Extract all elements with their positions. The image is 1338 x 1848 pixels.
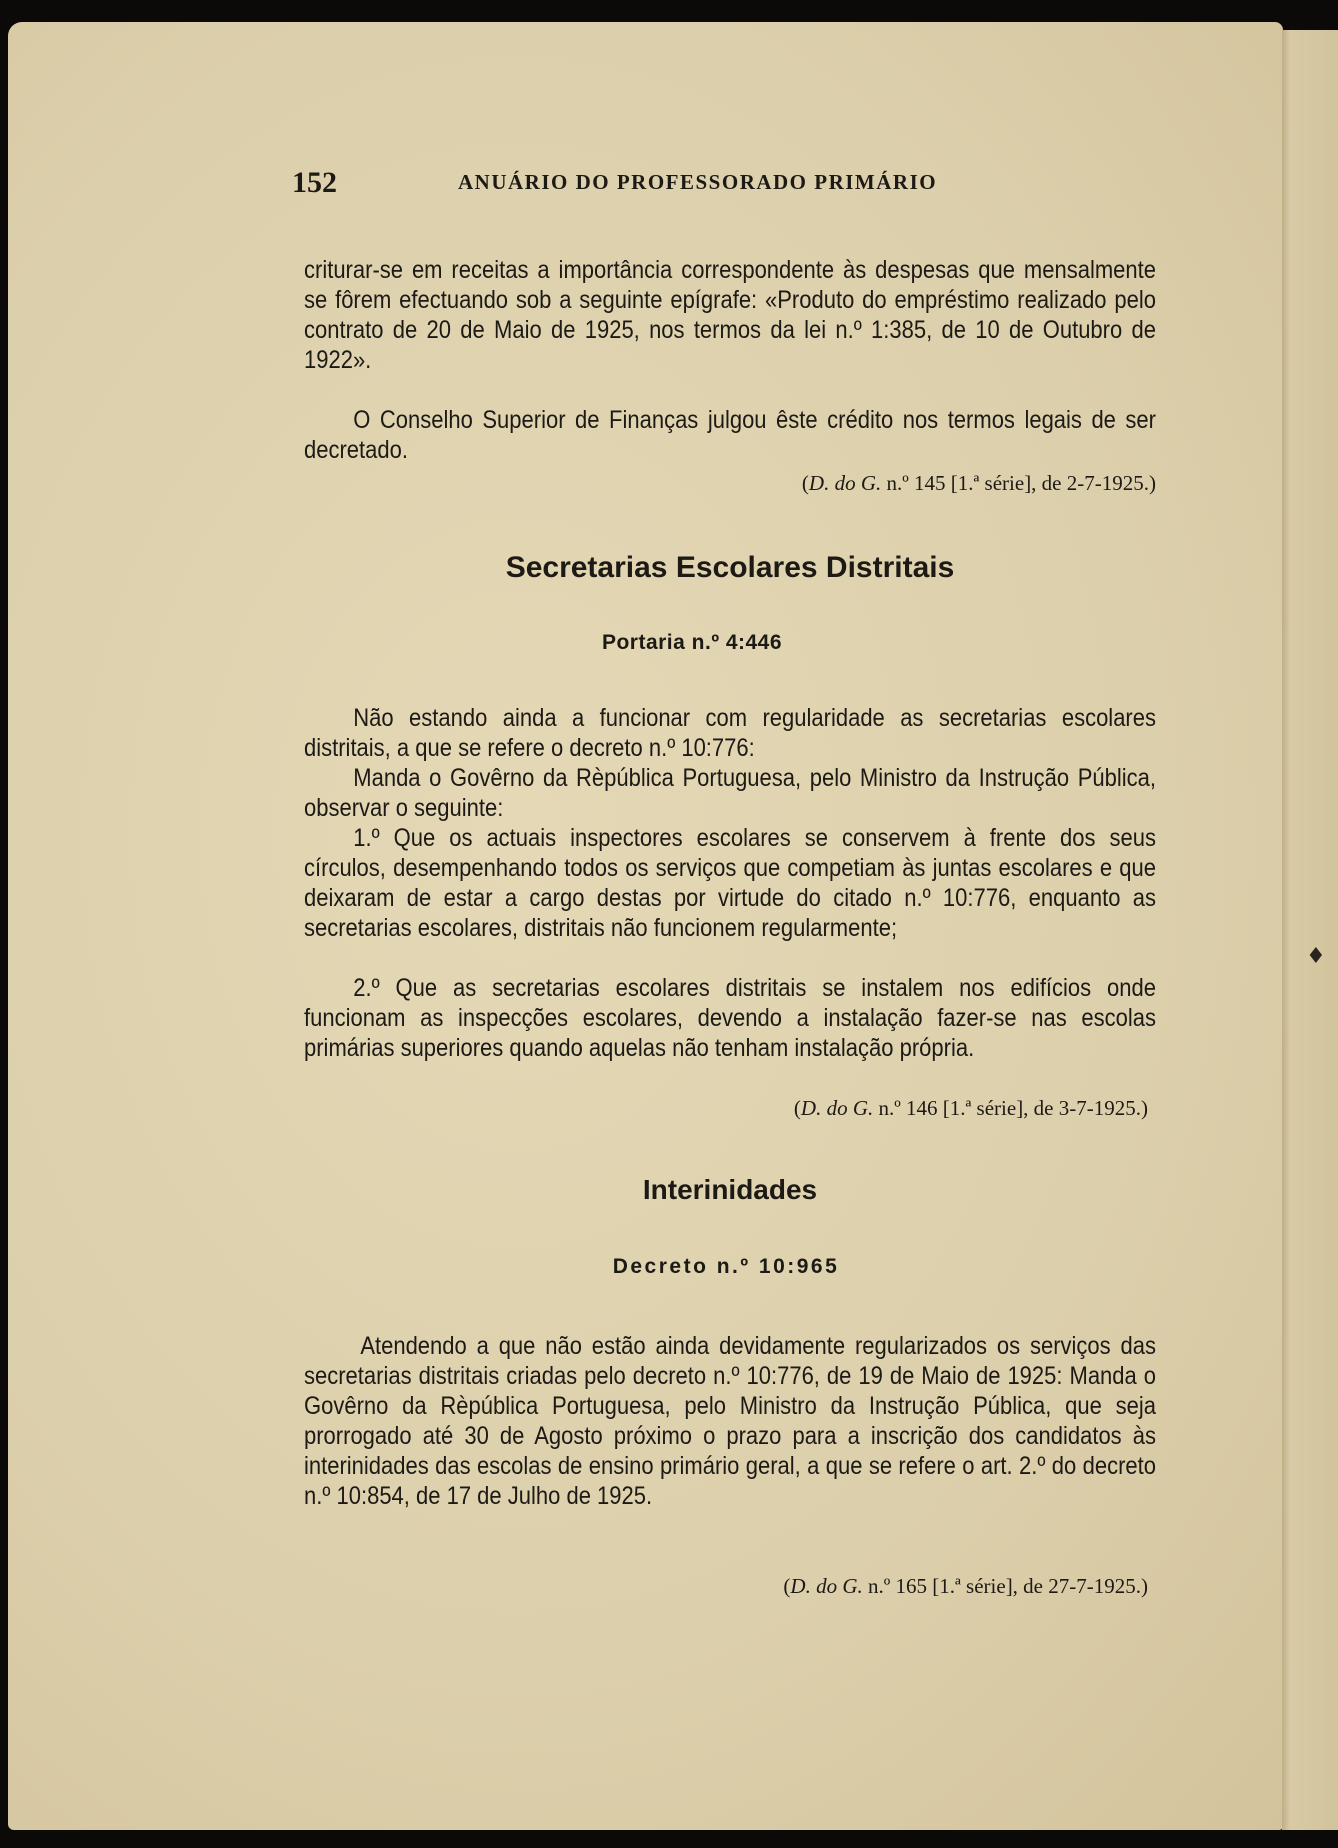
section-title: Secretarias Escolares Distritais: [505, 551, 955, 584]
citation: (D. do G. n.º 146 [1.ª série], de 3-7-1925.): [793, 1096, 1148, 1120]
citation-detail: n.º 145 [1.ª série], de 2-7-1925.: [886, 471, 1149, 495]
section-paragraph: Não estando ainda a funcionar com regularidade as secretarias escolares distritais, a que se refere o decreto n.º 10:776:: [304, 704, 1156, 762]
edge-ink-mark: ♦: [1306, 944, 1326, 969]
section-paragraph: Atendendo a que não estão ainda devidamente regularizados os serviços das secretarias distritais criadas pelo decreto n.º 10:776, de 19 de Maio de 1925: Manda o Govêrno da Rèpública Portuguesa, pelo Ministro da Instrução Pública, que seja prorrogado até 30 de Agosto próximo o prazo para a inscrição dos candidatos às interinidades das escolas de ensino primário geral, a que se refere o art. 2.º do decreto n.º 10:854, de 17 de Julho de 1925.: [304, 1332, 1156, 1510]
citation-journal: D. do G.: [800, 1096, 874, 1120]
citation-detail: n.º 146 [1.ª série], de 3-7-1925.: [878, 1096, 1141, 1120]
citation-detail: n.º 165 [1.ª série], de 27-7-1925.: [868, 1574, 1141, 1598]
citation: (D. do G. n.º 165 [1.ª série], de 27-7-1925.): [783, 1574, 1148, 1598]
adjacent-page-edge: [1282, 30, 1338, 1830]
page-number: 152: [292, 166, 337, 199]
citation-journal: D. do G.: [790, 1574, 863, 1598]
section-paragraph: 2.º Que as secretarias escolares distritais se instalem nos edifícios onde funcionam as inspecções escolares, devendo a instalação fazer-se nas escolas primárias superiores quando aquelas não tenham instalação própria.: [304, 974, 1156, 1062]
citation-journal: D. do G.: [808, 471, 882, 495]
section-paragraph: Manda o Govêrno da Rèpública Portuguesa, pelo Ministro da Instrução Pública, observar o seguinte:: [304, 764, 1156, 822]
section-paragraph: 1.º Que os actuais inspectores escolares se conservem à frente dos seus círculos, desempenhando todos os serviços que competiam às juntas escolares e que deixaram de estar a cargo destas por virtude do citado n.º 10:776, enquanto as secretarias escolares, distritais não funcionem regularmente;: [304, 824, 1156, 942]
section-title: Interinidades: [642, 1174, 818, 1205]
running-title: ANUÁRIO DO PROFESSORADO PRIMÁRIO: [458, 170, 938, 194]
section-subtitle: Portaria n.º 4:446: [601, 631, 783, 654]
citation: (D. do G. n.º 145 [1.ª série], de 2-7-1925.): [801, 471, 1156, 495]
continuation-paragraph: criturar-se em receitas a importância correspondente às despesas que mensalmente se fôrem efectuando sob a seguinte epígrafe: «Produto do empréstimo realizado pelo contrato de 20 de Maio de 1925, nos termos da lei n.º 1:385, de 10 de Outubro de 1922».: [304, 256, 1156, 374]
continuation-paragraph: O Conselho Superior de Finanças julgou êste crédito nos termos legais de ser decretado.: [304, 406, 1156, 464]
running-header: [292, 166, 1272, 200]
section-subtitle: Decreto n.º 10:965: [612, 1255, 840, 1278]
